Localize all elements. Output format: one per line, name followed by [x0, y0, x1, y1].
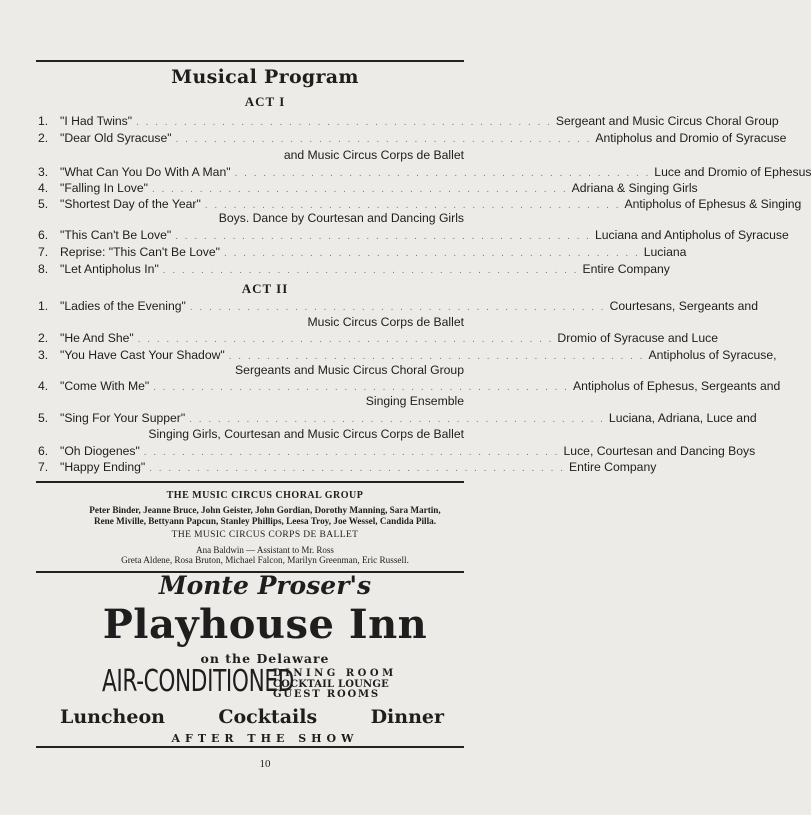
song-title: "Happy Ending" [60, 460, 146, 474]
ballet-heading: THE MUSIC CIRCUS CORPS DE BALLET [171, 530, 359, 540]
song-performers: Luciana and Antipholus of Syracuse [594, 228, 789, 242]
song-performers-continued: Singing Girls, Courtesan and Music Circus Corps de Ballet [148, 427, 464, 441]
ad-amenity: COCKTAIL LOUNGE [273, 678, 389, 690]
song-row [38, 329, 718, 347]
song-performers: Antipholus and Dromio of Syracuse [595, 131, 787, 145]
leader-dots: . . . . . . . . . . . . . . . . . . . . . . . . . . . . . . . . . . . . . . . . . . . . [162, 265, 579, 276]
ad-meal: Cocktails [218, 706, 318, 728]
song-performers: Antipholus of Ephesus, Sergeants and [572, 379, 781, 393]
ad-air-conditioned: AIR-CONDITIONED [102, 664, 294, 699]
song-performers-continued: Sergeants and Music Circus Choral Group [235, 363, 464, 377]
leader-dots: . . . . . . . . . . . . . . . . . . . . . . . . . . . . . . . . . . . . . . . . . . . . [224, 248, 640, 259]
song-performers: Luciana, Adriana, Luce and [608, 411, 757, 425]
song-performers: Antipholus of Ephesus & Singing [624, 197, 802, 211]
ad-amenities [273, 669, 403, 701]
song-title: "Oh Diogenes" [60, 444, 140, 458]
song-performers-continued: Singing Ensemble [365, 394, 464, 408]
song-number: 6. [38, 444, 49, 458]
song-number: 6. [38, 228, 49, 242]
choral-members-line: Peter Binder, Jeanne Bruce, John Geister, John Gordian, Dorothy Manning, Sara Martin, [89, 505, 441, 515]
song-title: "Shortest Day of the Year" [60, 197, 201, 211]
choral-heading: THE MUSIC CIRCUS CHORAL GROUP [166, 490, 364, 501]
song-performers: Entire Company [582, 262, 670, 276]
song-number: 7. [38, 245, 49, 259]
song-title: "Sing For Your Supper" [60, 411, 186, 425]
act1-heading: ACT I [244, 94, 286, 109]
song-row [38, 458, 657, 476]
ad-after-show: AFTER THE SHOW [171, 732, 359, 745]
song-title: "What Can You Do With A Man" [60, 165, 231, 179]
ballet-assistant: Ana Baldwin — Assistant to Mr. Ross [196, 545, 334, 555]
song-title: "He And She" [60, 331, 134, 345]
leader-dots: . . . . . . . . . . . . . . . . . . . . . . . . . . . . . . . . . . . . . . . . . . . . [137, 334, 554, 345]
song-title: "Dear Old Syracuse" [60, 131, 172, 145]
ad-amenity: DINING ROOM [273, 668, 397, 679]
top-rule [36, 60, 464, 62]
song-number: 1. [38, 299, 49, 313]
song-row [38, 129, 787, 147]
song-number: 3. [38, 348, 49, 362]
credits-rule [36, 481, 464, 483]
leader-dots: . . . . . . . . . . . . . . . . . . . . . . . . . . . . . . . . . . . . . . . . . . . . [143, 447, 560, 458]
song-number: 5. [38, 197, 49, 211]
song-performers: Courtesans, Sergeants and [609, 299, 758, 313]
song-title: "I Had Twins" [60, 114, 133, 128]
page-number: 10 [259, 758, 271, 770]
song-performers: Entire Company [568, 460, 657, 474]
ad-venue-name: Playhouse Inn [102, 601, 428, 648]
song-number: 8. [38, 262, 49, 276]
song-number: 1. [38, 114, 49, 128]
ad-meal: Dinner [370, 706, 444, 728]
song-number: 2. [38, 331, 49, 345]
ad-bottom-rule [36, 746, 464, 748]
leader-dots: . . . . . . . . . . . . . . . . . . . . . . . . . . . . . . . . . . . . . . . . . . . . [228, 351, 645, 362]
leader-dots: . . . . . . . . . . . . . . . . . . . . . . . . . . . . . . . . . . . . . . . . . . . . [136, 117, 552, 128]
leader-dots: . . . . . . . . . . . . . . . . . . . . . . . . . . . . . . . . . . . . . . . . . . . . [189, 414, 605, 425]
leader-dots: . . . . . . . . . . . . . . . . . . . . . . . . . . . . . . . . . . . . . . . . . . . . [204, 200, 621, 211]
act2-heading: ACT II [241, 281, 289, 296]
song-performers-continued: Music Circus Corps de Ballet [307, 315, 464, 329]
song-title: "Ladies of the Evening" [60, 299, 186, 313]
leader-dots: . . . . . . . . . . . . . . . . . . . . . . . . . . . . . . . . . . . . . . . . . . . . [153, 382, 569, 393]
song-number: 5. [38, 411, 49, 425]
choral-members-line: Rene Miville, Bettyann Papcun, Stanley Phillips, Leesa Troy, Joe Wessel, Candida Pilla. [93, 516, 437, 526]
song-title: "You Have Cast Your Shadow" [60, 348, 225, 362]
leader-dots: . . . . . . . . . . . . . . . . . . . . . . . . . . . . . . . . . . . . . . . . . . . . [149, 463, 565, 474]
song-performers: Antipholus of Syracuse, [648, 348, 777, 362]
page-title: Musical Program [171, 66, 359, 88]
song-performers-continued: and Music Circus Corps de Ballet [283, 148, 464, 162]
song-row [38, 243, 687, 261]
song-performers: Luce and Dromio of Ephesus [654, 165, 811, 179]
ballet-members-line: Greta Aldene, Rosa Bruton, Michael Falcon, Marilyn Greenman, Eric Russell. [121, 555, 409, 565]
song-number: 2. [38, 131, 49, 145]
leader-dots: . . . . . . . . . . . . . . . . . . . . . . . . . . . . . . . . . . . . . . . . . . . . [189, 302, 606, 313]
song-row [38, 112, 779, 130]
song-title: "Falling In Love" [60, 181, 148, 195]
song-title: "This Can't Be Love" [60, 228, 172, 242]
song-performers: Dromio of Syracuse and Luce [557, 331, 718, 345]
song-performers: Sergeant and Music Circus Choral Group [555, 114, 779, 128]
song-row [38, 260, 670, 278]
song-performers-continued: Boys. Dance by Courtesan and Dancing Girls [218, 211, 464, 225]
song-number: 3. [38, 165, 49, 179]
song-performers: Luce, Courtesan and Dancing Boys [563, 444, 756, 458]
song-number: 4. [38, 379, 49, 393]
song-performers: Adriana & Singing Girls [571, 181, 698, 195]
song-title: Reprise: "This Can't Be Love" [60, 245, 221, 259]
leader-dots: . . . . . . . . . . . . . . . . . . . . . . . . . . . . . . . . . . . . . . . . . . . . [151, 184, 568, 195]
ad-meals [60, 706, 444, 728]
ad-meal: Luncheon [60, 706, 165, 728]
leader-dots: . . . . . . . . . . . . . . . . . . . . . . . . . . . . . . . . . . . . . . . . . . . . [175, 231, 591, 242]
leader-dots: . . . . . . . . . . . . . . . . . . . . . . . . . . . . . . . . . . . . . . . . . . . . [175, 134, 592, 145]
song-title: "Come With Me" [60, 379, 150, 393]
song-row [38, 226, 789, 244]
ad-brand: Monte Proser's [158, 571, 372, 600]
song-number: 7. [38, 460, 49, 474]
song-title: "Let Antipholus In" [60, 262, 159, 276]
leader-dots: . . . . . . . . . . . . . . . . . . . . . . . . . . . . . . . . . . . . . . . . . . . . [234, 168, 651, 179]
ad-location: on the Delaware [200, 651, 330, 666]
song-number: 4. [38, 181, 49, 195]
song-performers: Luciana [643, 245, 687, 259]
ad-amenity: GUEST ROOMS [273, 689, 380, 700]
